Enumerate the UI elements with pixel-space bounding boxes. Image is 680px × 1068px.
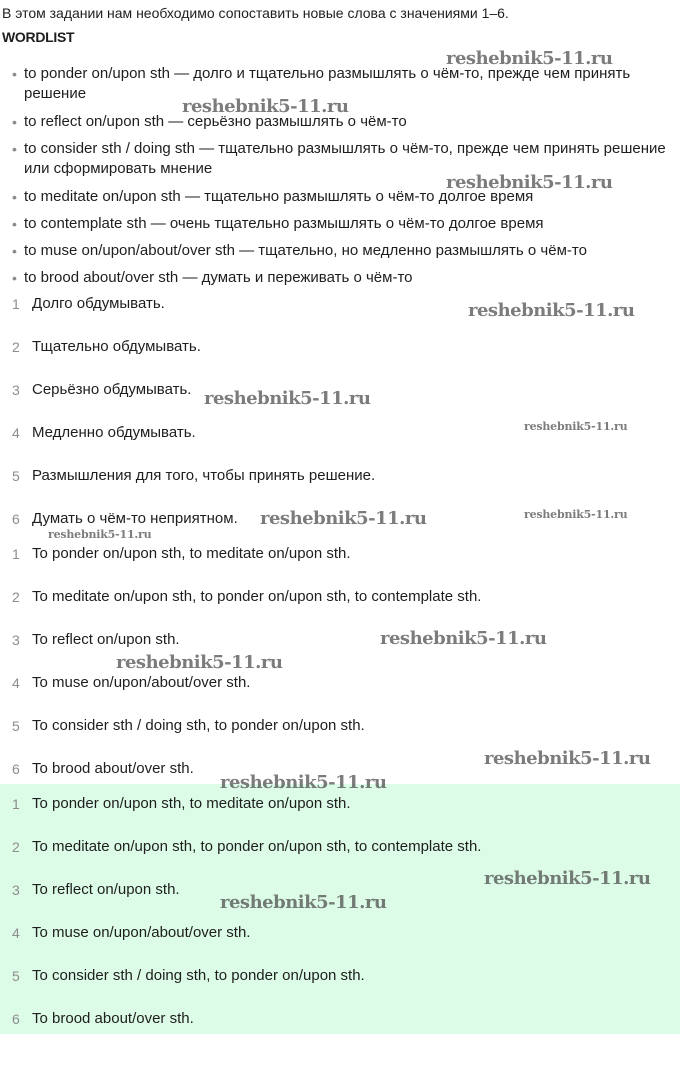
watermark: reshebnik5-11.ru (524, 508, 628, 521)
item-number: 6 (12, 761, 20, 777)
item-number: 2 (12, 589, 20, 605)
item-text: To muse on/upon/about/over sth. (32, 674, 251, 691)
item-text: To ponder on/upon sth, to meditate on/upon sth. (32, 795, 351, 812)
bullet-icon: • (12, 189, 17, 205)
watermark: reshebnik5-11.ru (468, 300, 635, 321)
item-number: 5 (12, 718, 20, 734)
wordlist-item-text: to brood about/over sth — думать и переживать о чём-то (24, 269, 413, 286)
wordlist-item-text: to reflect on/upon sth — серьёзно размышлять о чём-то (24, 113, 407, 130)
item-text: Долго обдумывать. (32, 295, 165, 312)
meanings-list (0, 294, 680, 536)
item-number: 2 (12, 339, 20, 355)
item-text: Тщательно обдумывать. (32, 338, 201, 355)
item-number: 3 (12, 632, 20, 648)
wordlist-item-text: to ponder on/upon sth — долго и тщательно размышлять о чём-то, прежде чем принять решение (24, 65, 631, 102)
bullet-icon: • (12, 270, 17, 286)
wordlist-item (0, 241, 680, 268)
bullet-icon: • (12, 141, 17, 157)
wordlist-item (0, 214, 680, 241)
watermark: reshebnik5-11.ru (260, 508, 427, 529)
wordlist-item-text: to muse on/upon/about/over sth — тщательно, но медленно размышлять о чём-то (24, 242, 587, 259)
item-number: 5 (12, 968, 20, 984)
item-text: To reflect on/upon sth. (32, 881, 180, 898)
item-text: Думать о чём-то неприятном. (32, 510, 238, 527)
watermark: reshebnik5-11.ru (484, 868, 651, 889)
task-intro: В этом задании нам необходимо сопоставить новые слова с значениями 1–6. (2, 5, 509, 21)
bullet-icon: • (12, 66, 17, 82)
item-text: To consider sth / doing sth, to ponder on/upon sth. (32, 967, 365, 984)
item-text: Серьёзно обдумывать. (32, 381, 192, 398)
item-number: 3 (12, 382, 20, 398)
watermark: reshebnik5-11.ru (484, 748, 651, 769)
item-number: 6 (12, 511, 20, 527)
item-number: 5 (12, 468, 20, 484)
bullet-icon: • (12, 216, 17, 232)
item-number: 1 (12, 796, 20, 812)
item-number: 1 (12, 296, 20, 312)
watermark: reshebnik5-11.ru (220, 772, 387, 793)
item-text: Размышления для того, чтобы принять решение. (32, 467, 376, 484)
item-text: To reflect on/upon sth. (32, 631, 180, 648)
item-text: To ponder on/upon sth, to meditate on/upon sth. (32, 545, 351, 562)
item-text: To meditate on/upon sth, to ponder on/upon sth, to contemplate sth. (32, 588, 482, 605)
item-number: 4 (12, 925, 20, 941)
watermark: reshebnik5-11.ru (446, 48, 613, 69)
watermark: reshebnik5-11.ru (116, 652, 283, 673)
item-number: 2 (12, 839, 20, 855)
watermark: reshebnik5-11.ru (524, 420, 628, 433)
bullet-icon: • (12, 243, 17, 259)
item-number: 6 (12, 1011, 20, 1027)
item-text: To brood about/over sth. (32, 760, 194, 777)
item-number: 3 (12, 882, 20, 898)
watermark: reshebnik5-11.ru (204, 388, 371, 409)
wordlist-heading: WORDLIST (2, 29, 75, 45)
item-text: To brood about/over sth. (32, 1010, 194, 1027)
wordlist-item-text: to consider sth / doing sth — тщательно размышлять о чём-то, прежде чем принять решение или сформировать мнение (24, 140, 666, 177)
item-number: 1 (12, 546, 20, 562)
item-number: 4 (12, 675, 20, 691)
watermark: reshebnik5-11.ru (220, 892, 387, 913)
watermark: reshebnik5-11.ru (380, 628, 547, 649)
item-text: Медленно обдумывать. (32, 424, 196, 441)
wordlist-item (0, 268, 680, 295)
bullet-icon: • (12, 114, 17, 130)
watermark: reshebnik5-11.ru (48, 528, 152, 541)
watermark: reshebnik5-11.ru (446, 172, 613, 193)
item-text: To meditate on/upon sth, to ponder on/upon sth, to contemplate sth. (32, 838, 482, 855)
item-number: 4 (12, 425, 20, 441)
item-text: To consider sth / doing sth, to ponder on/upon sth. (32, 717, 365, 734)
wordlist-item-text: to contemplate sth — очень тщательно размышлять о чём-то долгое время (24, 215, 544, 232)
item-text: To muse on/upon/about/over sth. (32, 924, 251, 941)
watermark: reshebnik5-11.ru (182, 96, 349, 117)
wordlist-item-text: to meditate on/upon sth — тщательно размышлять о чём-то долгое время (24, 188, 534, 205)
